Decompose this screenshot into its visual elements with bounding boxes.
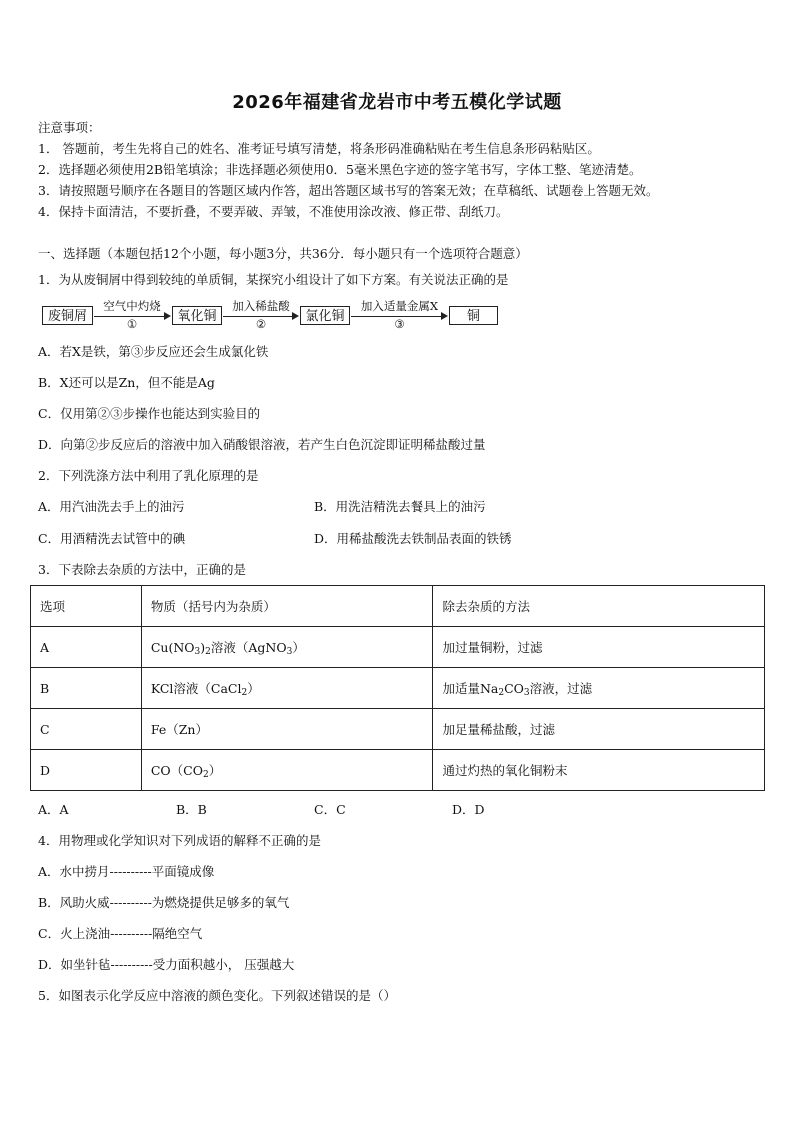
- table-cell-option: C: [31, 709, 142, 750]
- notice-item-4: 4．保持卡面清洁，不要折叠，不要弄破、弄皱，不准使用涂改液、修正带、刮纸刀。: [38, 204, 509, 219]
- table-cell-substance: Fe（Zn）: [141, 709, 433, 750]
- flow-step-3-number: ③: [394, 317, 405, 331]
- q5-stem: 5．如图表示化学反应中溶液的颜色变化。下列叙述错误的是（）: [38, 988, 396, 1003]
- table-cell-substance: KCl溶液（CaCl$_2$）: [141, 668, 433, 709]
- q3-option-c: C．C: [314, 802, 346, 817]
- notice-item-3: 3．请按照题号顺序在各题目的答题区域内作答，超出答题区域书写的答案无效；在草稿纸、试题卷上答题无效。: [38, 183, 659, 198]
- q3-option-b: B．B: [176, 802, 207, 817]
- table-header-cell: 选项: [31, 586, 142, 627]
- q1-option-a: A．若X是铁，第③步反应还会生成氯化铁: [38, 344, 269, 359]
- table-cell-method: 加过量铜粉，过滤: [433, 627, 765, 668]
- q3-stem: 3．下表除去杂质的方法中，正确的是: [38, 562, 246, 577]
- table-cell-method: 加适量$Na_2CO_3$溶液，过滤: [433, 668, 765, 709]
- q4-option-b: B．风助火威----------为燃烧提供足够多的氧气: [38, 895, 290, 910]
- flow-step-1-label: 空气中灼烧: [103, 299, 161, 313]
- q1-option-d: D．向第②步反应后的溶液中加入硝酸银溶液，若产生白色沉淀即证明稀盐酸过量: [38, 437, 486, 452]
- table-cell-substance: $Cu(NO_3)_2$溶液（AgNO$_3$）: [141, 627, 433, 668]
- q3-table: [30, 585, 765, 791]
- table-header-cell: 除去杂质的方法: [433, 586, 765, 627]
- flow-box-2: 氧化铜: [172, 306, 222, 325]
- q1-option-b: B．X还可以是Zn，但不能是Ag: [38, 375, 215, 390]
- q2-option-d: D．用稀盐酸洗去铁制品表面的铁锈: [314, 531, 512, 546]
- q4-option-a: A．水中捞月----------平面镜成像: [38, 864, 215, 879]
- notice-item-2: 2．选择题必须使用2B铅笔填涂；非选择题必须使用0．5毫米黑色字迹的签字笔书写，字体工整、笔迹清楚。: [38, 162, 642, 177]
- flow-step-2-number: ②: [255, 317, 267, 331]
- q3-option-d: D．D: [452, 802, 485, 817]
- q2-option-b: B．用洗洁精洗去餐具上的油污: [314, 499, 486, 514]
- table-cell-substance: $CO(CO_2)$: [141, 750, 433, 791]
- q1-option-c: C．仅用第②③步操作也能达到实验目的: [38, 406, 261, 421]
- table-row: [31, 750, 765, 791]
- flow-box-3: 氯化铜: [300, 306, 350, 325]
- section-heading: 一、选择题（本题包括12个小题，每小题3分，共36分．每小题只有一个选项符合题意）: [38, 246, 528, 261]
- notice-item-1: 1． 答题前，考生先将自己的姓名、准考证号填写清楚，将条形码准确粘贴在考生信息条形码粘贴区。: [38, 141, 600, 156]
- table-header-row: [31, 586, 765, 627]
- flow-box-1: 废铜屑: [42, 306, 93, 325]
- q2-option-c: C．用酒精洗去试管中的碘: [38, 531, 186, 546]
- table-row: [31, 668, 765, 709]
- q2-option-a: A．用汽油洗去手上的油污: [38, 499, 185, 514]
- q4-option-d: D．如坐针毡----------受力面积越小， 压强越大: [38, 957, 295, 972]
- table-cell-option: D: [31, 750, 142, 791]
- table-cell-option: A: [31, 627, 142, 668]
- table-row: [31, 627, 765, 668]
- table-row: [31, 709, 765, 750]
- table-cell-option: B: [31, 668, 142, 709]
- flow-step-1-number: ①: [126, 317, 138, 331]
- table-cell-method: 通过灼热的氧化铜粉末: [433, 750, 765, 791]
- page-title: 2026年福建省龙岩市中考五模化学试题: [232, 92, 562, 113]
- q3-option-a: A．A: [38, 802, 69, 817]
- flow-step-2-label: 加入稀盐酸: [232, 299, 290, 313]
- q2-stem: 2．下列洗涤方法中利用了乳化原理的是: [38, 468, 259, 483]
- flow-box-4: 铜: [449, 306, 498, 325]
- notice-heading: 注意事项：: [38, 120, 101, 135]
- table-cell-method: 加足量稀盐酸，过滤: [433, 709, 765, 750]
- q4-stem: 4．用物理或化学知识对下列成语的解释不正确的是: [38, 833, 321, 848]
- q4-option-c: C．火上浇油----------隔绝空气: [38, 926, 203, 941]
- flow-step-3-label: 加入适量金属X: [360, 299, 439, 313]
- q1-stem: 1．为从废铜屑中得到较纯的单质铜，某探究小组设计了如下方案。有关说法正确的是: [38, 272, 509, 287]
- table-header-cell: 物质（括号内为杂质）: [141, 586, 433, 627]
